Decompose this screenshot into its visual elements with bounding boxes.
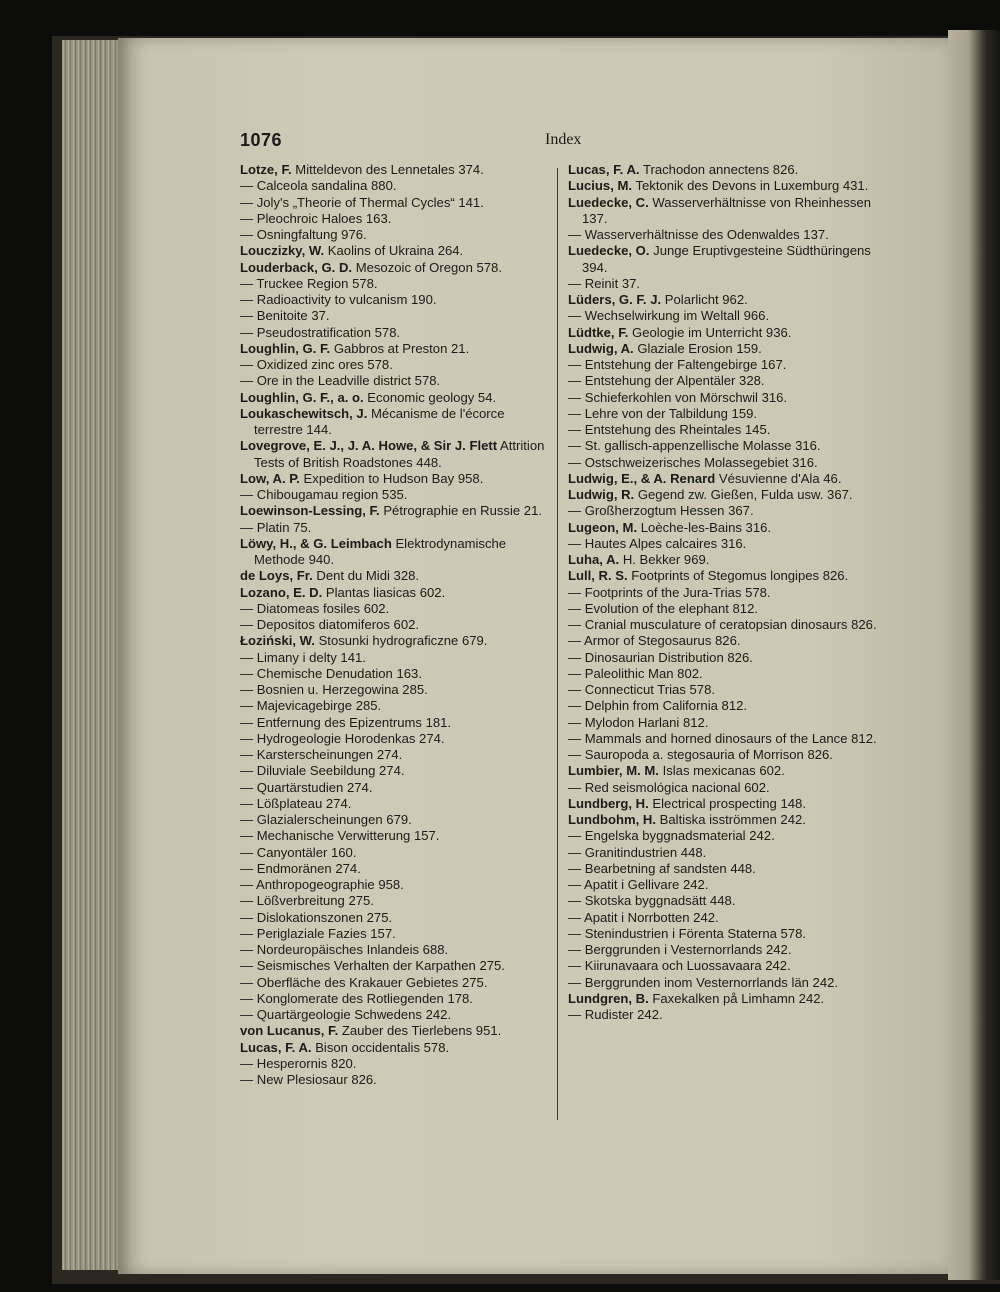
author-name: von Lucanus, F. xyxy=(240,1023,339,1039)
entry-text: — Entstehung des Rheintales 145. xyxy=(568,422,771,437)
entry-text: — Entfernung des Epizentrums 181. xyxy=(240,714,452,730)
index-entry xyxy=(240,747,550,763)
entry-text: — Bosnien u. Herzegowina 285. xyxy=(240,682,428,697)
index-entry xyxy=(240,958,550,974)
entry-text: Baltiska isströmmen 242. xyxy=(659,812,806,827)
entry-text: — Pseudostratification 578. xyxy=(240,324,401,340)
index-entry xyxy=(568,845,878,861)
entry-text: — Lehre von der Talbildung 159. xyxy=(568,405,758,421)
entry-text: — Dislokationszonen 275. xyxy=(240,909,393,925)
entry-text: Islas mexicanas 602. xyxy=(662,763,785,779)
entry-text: — Depositos diatomiferos 602. xyxy=(240,617,420,632)
index-entry xyxy=(240,666,550,682)
entry-text: — Red seismológica nacional 602. xyxy=(568,779,770,795)
index-entry xyxy=(240,390,550,406)
author-name: Lovegrove, E. J., J. A. Howe, & Sir J. Flett xyxy=(240,438,498,454)
index-entry xyxy=(240,893,550,909)
index-entry xyxy=(240,341,550,357)
entry-text: — Hesperornis 820. xyxy=(240,1055,357,1071)
entry-text: — Seismisches Verhalten der Karpathen 275. xyxy=(240,958,505,974)
author-name: Lucas, F. A. xyxy=(568,162,640,177)
entry-text: — Kiirunavaara och Luossavaara 242. xyxy=(568,958,791,974)
entry-text: Trachodon annectens 826. xyxy=(642,162,799,177)
index-entry xyxy=(240,845,550,861)
entry-text: — New Plesiosaur 826. xyxy=(240,1072,377,1087)
entry-text: — Armor of Stegosaurus 826. xyxy=(568,633,741,649)
entry-text: — Ore in the Leadville district 578. xyxy=(240,373,441,389)
author-name: Lozano, E. D. xyxy=(240,584,323,600)
column-divider xyxy=(557,168,558,1120)
index-entry xyxy=(568,585,878,601)
page-edges xyxy=(62,40,122,1270)
index-entry xyxy=(240,438,550,471)
author-name: Löwy, H., & G. Leimbach xyxy=(240,535,392,551)
entry-text: Footprints of Stegomus longipes 826. xyxy=(631,568,849,584)
index-entry xyxy=(240,536,550,569)
index-entry xyxy=(568,292,878,308)
entry-text: Elektrodynamische Methode 940. xyxy=(254,535,507,567)
index-entry xyxy=(568,828,878,844)
index-entry xyxy=(240,325,550,341)
entry-text: — Apatit i Norrbotten 242. xyxy=(568,909,719,925)
entry-text: — Reinit 37. xyxy=(568,275,641,291)
index-entry xyxy=(568,552,878,568)
entry-text: — Endmoränen 274. xyxy=(240,860,361,876)
author-name: Lull, R. S. xyxy=(568,568,628,584)
author-name: Luedecke, C. xyxy=(568,194,649,210)
index-entry xyxy=(568,455,878,471)
next-page-edge xyxy=(948,30,1000,1280)
entry-text: — Berggrunden i Vesternorrlands 242. xyxy=(568,942,792,957)
index-entry xyxy=(240,292,550,308)
entry-text: Economic geology 54. xyxy=(367,389,497,405)
entry-text: Junge Eruptivgesteine Südthüringens 394. xyxy=(582,243,871,275)
entry-text: — Nordeuropäisches Inlandeis 688. xyxy=(240,942,449,957)
entry-text: — Lößplateau 274. xyxy=(240,795,352,811)
index-entry xyxy=(568,763,878,779)
entry-text: Wasserverhältnisse von Rheinhessen 137. xyxy=(582,194,872,226)
index-entry xyxy=(240,828,550,844)
entry-text: — Lößverbreitung 275. xyxy=(240,893,374,909)
entry-text: Dent du Midi 328. xyxy=(316,568,420,584)
entry-text: — Quartärstudien 274. xyxy=(240,779,373,795)
index-entry xyxy=(240,650,550,666)
index-entry xyxy=(240,487,550,503)
index-entry xyxy=(568,162,878,178)
index-entry xyxy=(568,861,878,877)
page-header xyxy=(240,130,900,154)
index-entry xyxy=(240,877,550,893)
entry-text: Expedition to Hudson Bay 958. xyxy=(303,470,484,486)
index-entry xyxy=(568,893,878,909)
author-name: Ludwig, R. xyxy=(568,487,635,502)
entry-text: Faxekalken på Limhamn 242. xyxy=(652,990,825,1006)
entry-text: — Evolution of the elephant 812. xyxy=(568,600,758,616)
index-entry xyxy=(568,796,878,812)
index-entry xyxy=(568,390,878,406)
entry-text: — Majevicagebirge 285. xyxy=(240,698,382,714)
author-name: Lucas, F. A. xyxy=(240,1039,312,1055)
entry-text: Mitteldevon des Lennetales 374. xyxy=(295,162,484,177)
entry-text: — Chemische Denudation 163. xyxy=(240,665,422,681)
index-entry xyxy=(240,406,550,439)
index-entry xyxy=(240,1040,550,1056)
author-name: Loughlin, G. F., a. o. xyxy=(240,389,364,405)
index-entry xyxy=(240,1007,550,1023)
index-entry xyxy=(240,682,550,698)
entry-text: — Konglomerate des Rotliegenden 178. xyxy=(240,990,473,1006)
index-entry xyxy=(240,910,550,926)
entry-text: — Sauropoda a. stegosauria of Morrison 826. xyxy=(568,747,833,762)
index-entry xyxy=(240,633,550,649)
author-name: Loughlin, G. F. xyxy=(240,340,331,356)
entry-text: Tektonik des Devons in Luxemburg 431. xyxy=(635,178,869,194)
entry-text: Mécanisme de l'écorce terrestre 144. xyxy=(254,405,505,437)
entry-text: Loèche-les-Bains 316. xyxy=(640,519,772,535)
author-name: Łoziński, W. xyxy=(240,633,315,649)
entry-text: — Mechanische Verwitterung 157. xyxy=(240,828,440,844)
index-entry xyxy=(240,260,550,276)
index-entry xyxy=(240,308,550,324)
index-entry xyxy=(240,617,550,633)
index-entry xyxy=(568,422,878,438)
index-entry xyxy=(568,471,878,487)
index-entry xyxy=(240,1056,550,1072)
entry-text: Zauber des Tierlebens 951. xyxy=(341,1023,502,1039)
index-entry xyxy=(240,698,550,714)
entry-text: Gegend zw. Gießen, Fulda usw. 367. xyxy=(637,487,853,502)
author-name: Lotze, F. xyxy=(240,162,292,177)
index-entry xyxy=(568,536,878,552)
entry-text: — Hautes Alpes calcaires 316. xyxy=(568,535,747,551)
index-entry xyxy=(568,650,878,666)
entry-text: — Delphin from California 812. xyxy=(568,698,748,714)
entry-text: — Limany i delty 141. xyxy=(240,649,366,665)
index-entry xyxy=(568,178,878,194)
entry-text: — Dinosaurian Distribution 826. xyxy=(568,649,753,665)
index-entry xyxy=(568,633,878,649)
entry-text: Glaziale Erosion 159. xyxy=(637,340,762,356)
index-entry xyxy=(568,438,878,454)
entry-text: — Oberfläche des Krakauer Gebietes 275. xyxy=(240,974,488,990)
index-entry xyxy=(568,747,878,763)
index-entry xyxy=(240,861,550,877)
entry-text: Attrition Tests of British Roadstones 448. xyxy=(254,438,545,470)
entry-text: Gabbros at Preston 21. xyxy=(333,340,470,356)
author-name: Ludwig, A. xyxy=(568,340,634,356)
index-entry xyxy=(240,373,550,389)
index-entry xyxy=(240,276,550,292)
index-entry xyxy=(240,162,550,178)
author-name: Low, A. P. xyxy=(240,470,300,486)
entry-text: — Großherzogtum Hessen 367. xyxy=(568,503,754,519)
entry-text: — Skotska byggnadsätt 448. xyxy=(568,893,736,909)
index-entry xyxy=(568,520,878,536)
index-entry xyxy=(240,471,550,487)
index-entry xyxy=(240,520,550,536)
index-entry xyxy=(240,715,550,731)
entry-text: — Granitindustrien 448. xyxy=(568,844,707,860)
index-entry xyxy=(568,1007,878,1023)
entry-text: Stosunki hydrograficzne 679. xyxy=(318,633,488,649)
entry-text: Plantas liasicas 602. xyxy=(325,584,446,600)
index-entry xyxy=(240,1023,550,1039)
index-entry xyxy=(240,763,550,779)
index-entry xyxy=(240,503,550,519)
author-name: Lucius, M. xyxy=(568,178,633,194)
index-entry xyxy=(240,178,550,194)
entry-text: H. Bekker 969. xyxy=(622,552,710,567)
entry-text: — Pleochroic Haloes 163. xyxy=(240,210,392,226)
index-entry xyxy=(568,958,878,974)
index-entry xyxy=(568,325,878,341)
author-name: Louczizky, W. xyxy=(240,243,325,259)
author-name: Loukaschewitsch, J. xyxy=(240,405,368,421)
entry-text: Mesozoic of Oregon 578. xyxy=(355,259,502,275)
index-entry xyxy=(240,926,550,942)
index-entry xyxy=(240,568,550,584)
author-name: Louderback, G. D. xyxy=(240,259,353,275)
entry-text: — Chibougamau region 535. xyxy=(240,487,408,502)
entry-text: — Ostschweizerisches Molassegebiet 316. xyxy=(568,454,818,470)
entry-text: — Glazialerscheinungen 679. xyxy=(240,812,412,827)
index-entry xyxy=(240,975,550,991)
index-entry xyxy=(568,487,878,503)
index-entry xyxy=(240,1072,550,1088)
entry-text: Geologie im Unterricht 936. xyxy=(632,324,792,340)
author-name: de Loys, Fr. xyxy=(240,568,313,584)
entry-text: — Paleolithic Man 802. xyxy=(568,665,703,681)
author-name: Loewinson-Lessing, F. xyxy=(240,503,380,519)
author-name: Luha, A. xyxy=(568,552,620,567)
running-title: Index xyxy=(545,131,582,148)
entry-text: — Footprints of the Jura-Trias 578. xyxy=(568,584,771,600)
author-name: Ludwig, E., & A. Renard xyxy=(568,470,716,486)
author-name: Lüders, G. F. J. xyxy=(568,292,662,307)
entry-text: — Stenindustrien i Förenta Staterna 578. xyxy=(568,925,807,941)
entry-text: — Joly's „Theorie of Thermal Cycles“ 141. xyxy=(240,194,484,210)
index-entry xyxy=(568,406,878,422)
author-name: Lumbier, M. M. xyxy=(568,763,659,779)
index-entry xyxy=(568,195,878,228)
entry-text: — Karsterscheinungen 274. xyxy=(240,747,403,762)
index-entry xyxy=(240,601,550,617)
entry-text: — Anthropogeographie 958. xyxy=(240,877,404,892)
index-entry xyxy=(568,308,878,324)
entry-text: — St. gallisch-appenzellische Molasse 316. xyxy=(568,438,821,454)
entry-text: — Entstehung der Alpentäler 328. xyxy=(568,373,765,389)
index-entry xyxy=(568,975,878,991)
index-entry xyxy=(240,195,550,211)
entry-text: — Osningfaltung 976. xyxy=(240,227,367,242)
entry-text: — Engelska byggnadsmaterial 242. xyxy=(568,828,775,844)
entry-text: — Bearbetning af sandsten 448. xyxy=(568,860,756,876)
entry-text: — Truckee Region 578. xyxy=(240,275,378,291)
index-entry xyxy=(568,942,878,958)
index-entry xyxy=(240,812,550,828)
index-entry xyxy=(568,682,878,698)
entry-text: — Calceola sandalina 880. xyxy=(240,178,397,194)
index-entry xyxy=(240,585,550,601)
index-column-left xyxy=(240,162,550,1088)
index-entry xyxy=(568,780,878,796)
index-entry xyxy=(240,731,550,747)
entry-text: — Mylodon Harlani 812. xyxy=(568,714,709,730)
entry-text: Pétrographie en Russie 21. xyxy=(383,503,543,519)
index-entry xyxy=(568,357,878,373)
entry-text: — Cranial musculature of ceratopsian dinosaurs 826. xyxy=(568,617,877,632)
index-entry xyxy=(568,276,878,292)
entry-text: Vésuvienne d'Ala 46. xyxy=(718,470,842,486)
entry-text: — Platin 75. xyxy=(240,519,312,535)
index-entry xyxy=(568,877,878,893)
author-name: Lundgren, B. xyxy=(568,990,649,1006)
index-entry xyxy=(568,373,878,389)
index-entry xyxy=(568,812,878,828)
entry-text: — Apatit i Gellivare 242. xyxy=(568,877,709,892)
entry-text: — Diatomeas fosiles 602. xyxy=(240,600,390,616)
index-entry xyxy=(568,910,878,926)
entry-text: — Canyontäler 160. xyxy=(240,844,357,860)
entry-text: — Diluviale Seebildung 274. xyxy=(240,763,405,779)
index-entry xyxy=(568,227,878,243)
index-entry xyxy=(568,666,878,682)
index-entry xyxy=(240,796,550,812)
index-entry xyxy=(240,357,550,373)
index-entry xyxy=(568,926,878,942)
index-entry xyxy=(568,617,878,633)
entry-text: — Rudister 242. xyxy=(568,1007,663,1022)
index-column-right xyxy=(568,162,878,1023)
entry-text: — Hydrogeologie Horodenkas 274. xyxy=(240,730,445,746)
entry-text: — Entstehung der Faltengebirge 167. xyxy=(568,357,787,372)
author-name: Lugeon, M. xyxy=(568,519,638,535)
entry-text: — Oxidized zinc ores 578. xyxy=(240,357,393,372)
index-entry xyxy=(568,601,878,617)
index-entry xyxy=(240,243,550,259)
index-entry xyxy=(568,715,878,731)
index-entry xyxy=(568,341,878,357)
entry-text: Polarlicht 962. xyxy=(664,292,748,307)
index-entry xyxy=(240,942,550,958)
index-entry xyxy=(240,991,550,1007)
entry-text: Bison occidentalis 578. xyxy=(315,1039,450,1055)
index-entry xyxy=(240,227,550,243)
index-entry xyxy=(568,243,878,276)
entry-text: — Wechselwirkung im Weltall 966. xyxy=(568,308,770,324)
author-name: Lundberg, H. xyxy=(568,795,649,811)
index-entry xyxy=(568,698,878,714)
index-entry xyxy=(568,503,878,519)
entry-text: — Berggrunden inom Vesternorrlands län 242. xyxy=(568,974,839,990)
entry-text: — Quartärgeologie Schwedens 242. xyxy=(240,1007,452,1022)
author-name: Lundbohm, H. xyxy=(568,812,656,827)
entry-text: Electrical prospecting 148. xyxy=(652,795,806,811)
entry-text: — Mammals and horned dinosaurs of the Lance 812. xyxy=(568,730,877,746)
index-entry xyxy=(568,991,878,1007)
author-name: Lüdtke, F. xyxy=(568,324,629,340)
index-entry xyxy=(240,211,550,227)
entry-text: — Radioactivity to vulcanism 190. xyxy=(240,292,437,307)
entry-text: — Wasserverhältnisse des Odenwaldes 137. xyxy=(568,227,829,242)
index-entry xyxy=(568,568,878,584)
index-entry xyxy=(568,731,878,747)
entry-text: Kaolins of Ukraina 264. xyxy=(327,243,464,259)
entry-text: — Periglaziale Fazies 157. xyxy=(240,925,396,941)
entry-text: — Benitoite 37. xyxy=(240,308,330,324)
author-name: Luedecke, O. xyxy=(568,243,650,259)
index-entry xyxy=(240,780,550,796)
entry-text: — Connecticut Trias 578. xyxy=(568,682,716,697)
page-number: 1076 xyxy=(240,130,283,150)
entry-text: — Schieferkohlen von Mörschwil 316. xyxy=(568,389,788,405)
